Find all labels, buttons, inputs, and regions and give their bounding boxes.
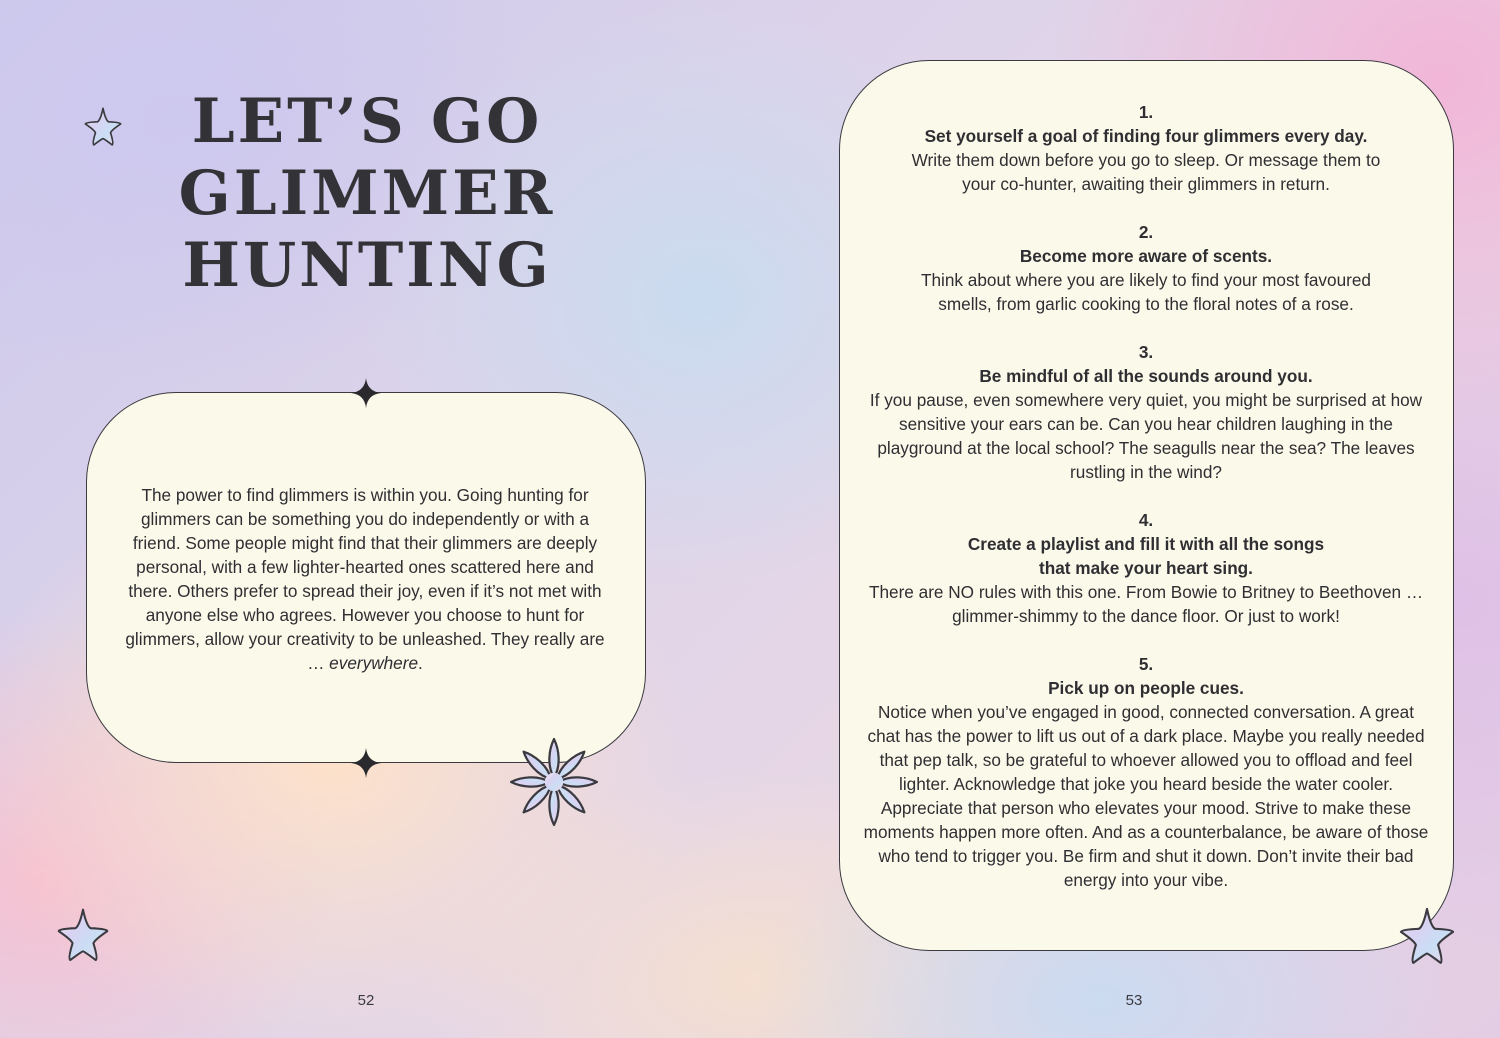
star-icon — [54, 905, 112, 963]
sparkle-icon — [351, 748, 381, 778]
tip-number: 3. — [1138, 342, 1154, 362]
tip-number: 4. — [1138, 510, 1154, 530]
tip-body: There are NO rules with this one. From Bowie to Britney to Beethoven … glimmer-shimmy to the dance floor. Or just to work! — [868, 582, 1424, 626]
tip-heading: Pick up on people cues. — [1048, 678, 1244, 698]
list-item — [863, 340, 1429, 484]
tip-body: If you pause, even somewhere very quiet, you might be surprised at how sensitive your ears can be. Can you hear children laughing in the playground at the local school? The seagulls near the sea? The leaves rustling in the wind? — [869, 390, 1423, 482]
intro-text: The power to find glimmers is within you. Going hunting for glimmers can be something you do independently or with a friend. Some people might find that their glimmers are deeply personal, with a few lighter-hearted ones scattered here and there. Others prefer to spread their joy, even if it’s not met with anyone else who agrees. However you choose to hunt for glimmers, allow your creativity to be unleashed. They really are … everywhere. — [125, 485, 605, 673]
page-number-left: 52 — [357, 992, 375, 1009]
star-icon — [82, 105, 124, 147]
tip-number: 1. — [1138, 102, 1154, 122]
tip-body: Write them down before you go to sleep. Or message them to your co-hunter, awaiting their glimmers in return. — [911, 150, 1381, 194]
tip-heading: Be mindful of all the sounds around you. — [979, 366, 1313, 386]
list-item — [863, 100, 1429, 196]
tip-heading: Set yourself a goal of finding four glimmers every day. — [924, 126, 1368, 146]
tip-body: Notice when you’ve engaged in good, connected conversation. A great chat has the power to lift us out of a dark place. Maybe you really needed that pep talk, so be grateful to whoever allowed you to offload and feel lighter. Acknowledge that joke you heard beside the water cooler. Appreciate that person who elevates your mood. Strive to make these moments happen more often. And as a counterbalance, be aware of those who tend to trigger you. Be firm and shut it down. Don’t invite their bad energy into your vibe. — [863, 702, 1429, 890]
list-item — [863, 508, 1429, 628]
tip-heading: Create a playlist and fill it with all the songs that make your heart sing. — [967, 534, 1325, 578]
star-icon — [1396, 904, 1458, 966]
sparkle-icon — [351, 378, 381, 408]
tip-heading: Become more aware of scents. — [1019, 246, 1273, 266]
tip-body: Think about where you are likely to find your most favoured smells, from garlic cooking to the floral notes of a rose. — [921, 270, 1371, 314]
page-title: LET’S GO GLIMMER HUNTING — [178, 86, 556, 301]
tips-list — [863, 100, 1429, 916]
tip-number: 2. — [1138, 222, 1154, 242]
list-item — [863, 220, 1429, 316]
flower-icon — [502, 736, 606, 828]
page-number-right: 53 — [1125, 992, 1143, 1009]
list-item — [863, 652, 1429, 892]
tip-number: 5. — [1138, 654, 1154, 674]
